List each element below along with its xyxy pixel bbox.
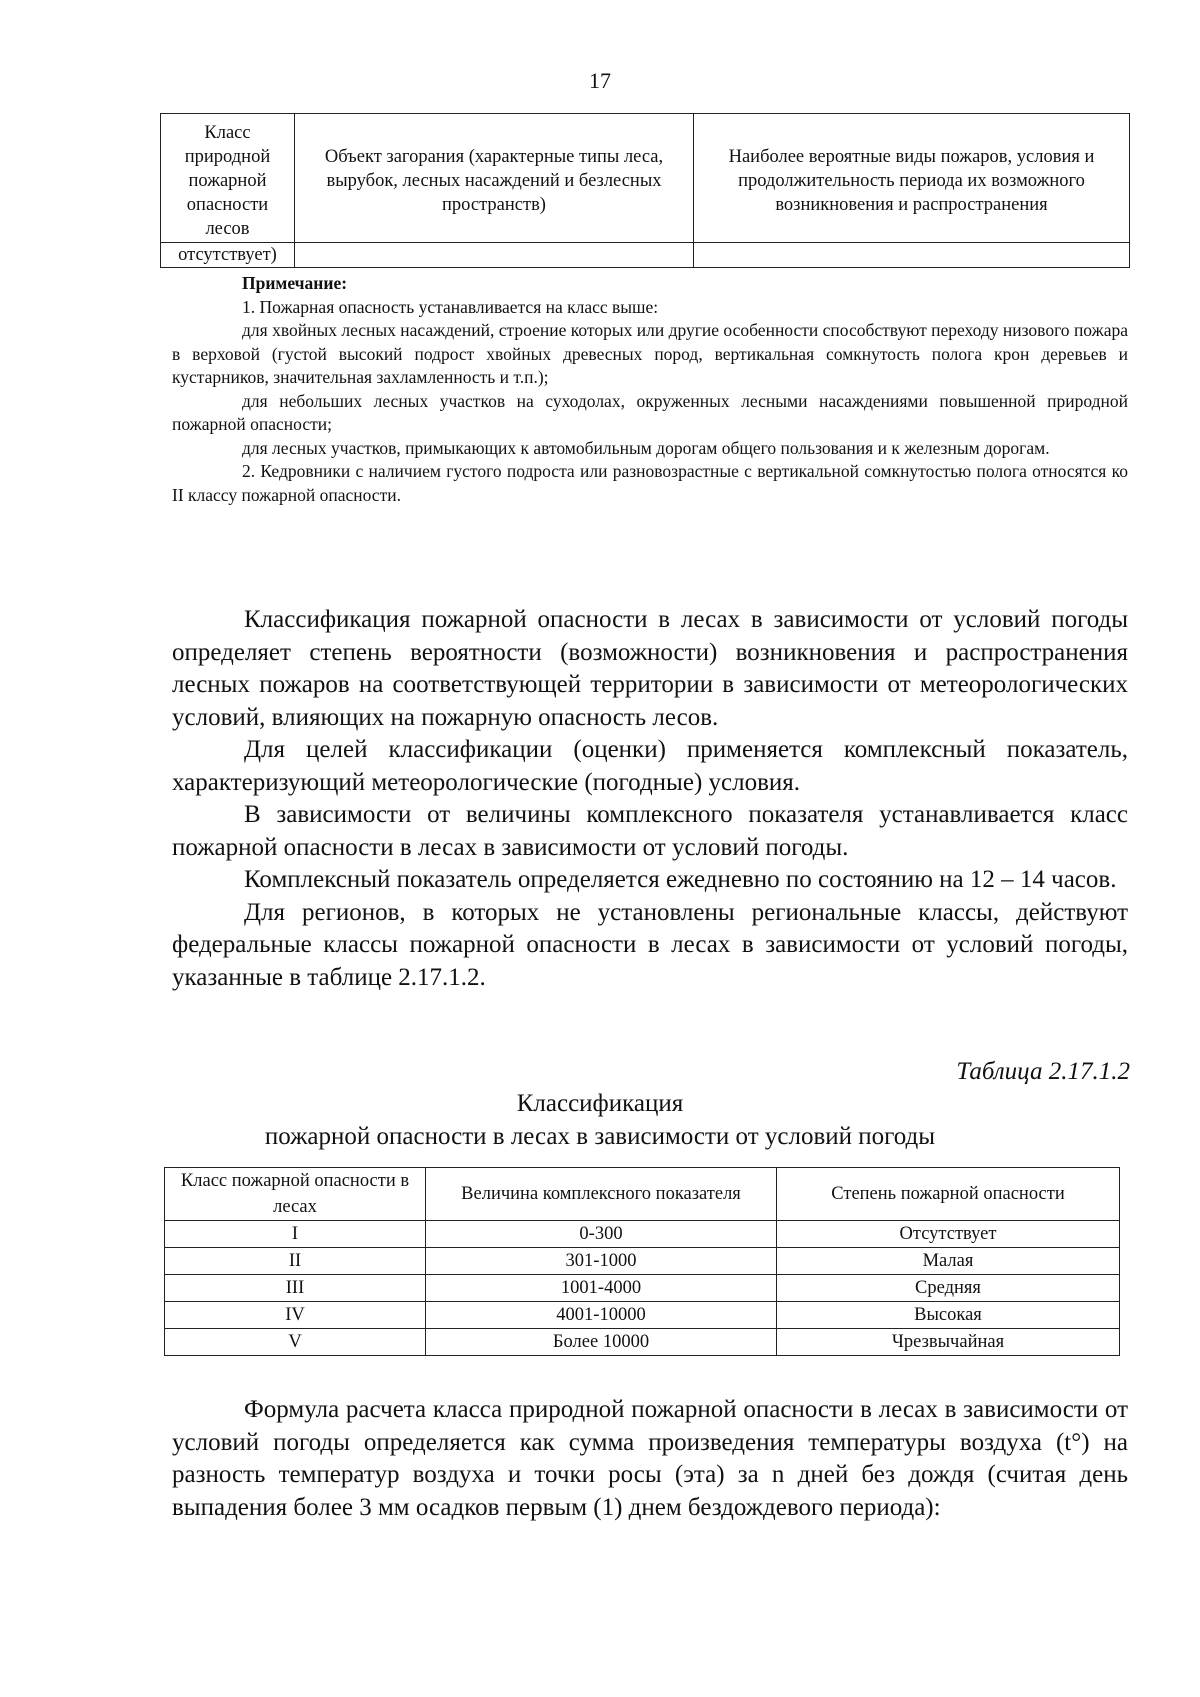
table-cell: Отсутствует — [777, 1221, 1120, 1248]
forest-fire-class-table-continued — [160, 113, 1130, 268]
table-cell: 4001-10000 — [426, 1302, 777, 1329]
table-cell: III — [165, 1275, 426, 1302]
table-cell: Чрезвычайная — [777, 1329, 1120, 1356]
table-header-row — [161, 114, 1130, 243]
table-title — [0, 1088, 1200, 1153]
fire-danger-classification-table — [164, 1167, 1120, 1356]
table-cell: V — [165, 1329, 426, 1356]
main-text — [172, 604, 1128, 994]
table-row — [165, 1221, 1120, 1248]
table-row — [165, 1248, 1120, 1275]
paragraph: Классификация пожарной опасности в лесах в зависимости от условий погоды определяет степень вероятности (возможности) возникновения и распространения лесных пожаров на соответствующей территории в зависимости от метеорологических условий, влияющих на пожарную опасность лесов. — [172, 606, 1128, 731]
table-cell — [694, 243, 1130, 268]
paragraph: Для целей классификации (оценки) применяется комплексный показатель, характеризующий метеорологические (погодные) условия. — [172, 736, 1128, 796]
paragraph: Формула расчета класса природной пожарной опасности в лесах в зависимости от условий погоды определяется как сумма произведения температуры воздуха (t°) на разность температур воздуха и точки росы (эта) за n дней без дождя (считая день выпадения более 3 мм осадков первым (1) днем бездождевого периода): — [172, 1396, 1128, 1521]
table-cell: Средняя — [777, 1275, 1120, 1302]
table-row — [165, 1329, 1120, 1356]
table-caption: Таблица 2.17.1.2 — [956, 1058, 1130, 1085]
note-item-1a: для хвойных лесных насаждений, строение которых или другие особенности способствуют переходу низового пожара в верховой (густой высокий подрост хвойных древесных пород, вертикальная сомкнутость полога крон деревьев и кустарников, значительная захламленность и т.п.); — [172, 320, 1128, 387]
table-cell: 301-1000 — [426, 1248, 777, 1275]
formula-text — [172, 1394, 1128, 1524]
table-cell: IV — [165, 1302, 426, 1329]
paragraph: Комплексный показатель определяется ежедневно по состоянию на 12 – 14 часов. — [244, 866, 1117, 893]
table-row — [165, 1275, 1120, 1302]
header-index: Величина комплексного показателя — [426, 1168, 777, 1221]
note-title: Примечание: — [242, 273, 348, 293]
header-object: Объект загорания (характерные типы леса, вырубок, лесных насаждений и безлесных пространств) — [295, 114, 694, 243]
table-row — [161, 243, 1130, 268]
note-item-1b: для небольших лесных участков на суходолах, окруженных лесными насаждениями повышенной природной пожарной опасности; — [172, 390, 1128, 434]
table-cell: отсутствует) — [161, 243, 295, 268]
table-cell — [295, 243, 694, 268]
header-danger-degree: Степень пожарной опасности — [777, 1168, 1120, 1221]
table-cell: Более 10000 — [426, 1329, 777, 1356]
table-cell: I — [165, 1221, 426, 1248]
table-title-line-2: пожарной опасности в лесах в зависимости от условий погоды — [264, 1122, 936, 1150]
table-row — [165, 1302, 1120, 1329]
header-class: Класс природной пожарной опасности лесов — [161, 114, 295, 243]
header-fire-types: Наиболее вероятные виды пожаров, условия и продолжительность периода их возможного возникновения и распространения — [694, 114, 1130, 243]
table-cell: 0-300 — [426, 1221, 777, 1248]
table-header-row — [165, 1168, 1120, 1221]
note-item-1c: для лесных участков, примыкающих к автомобильным дорогам общего пользования и к железным дорогам. — [242, 437, 1050, 458]
header-class: Класс пожарной опасности в лесах — [165, 1168, 426, 1221]
paragraph: В зависимости от величины комплексного показателя устанавливается класс пожарной опасности в лесах в зависимости от условий погоды. — [172, 801, 1128, 861]
note-block — [172, 272, 1128, 507]
page-number: 17 — [589, 68, 611, 93]
paragraph: Для регионов, в которых не установлены региональные классы, действуют федеральные классы пожарной опасности в лесах в зависимости от условий погоды, указанные в таблице 2.17.1.2. — [172, 898, 1128, 991]
table-cell: II — [165, 1248, 426, 1275]
table-title-line-1: Классификация — [516, 1090, 684, 1117]
note-item-2: 2. Кедровники с наличием густого подроста или разновозрастные с вертикальной сомкнутостью полога относятся ко II классу пожарной опасности. — [172, 461, 1128, 505]
note-item-1: 1. Пожарная опасность устанавливается на класс выше: — [242, 296, 659, 317]
table-cell: Малая — [777, 1248, 1120, 1275]
table-cell: 1001-4000 — [426, 1275, 777, 1302]
table-cell: Высокая — [777, 1302, 1120, 1329]
